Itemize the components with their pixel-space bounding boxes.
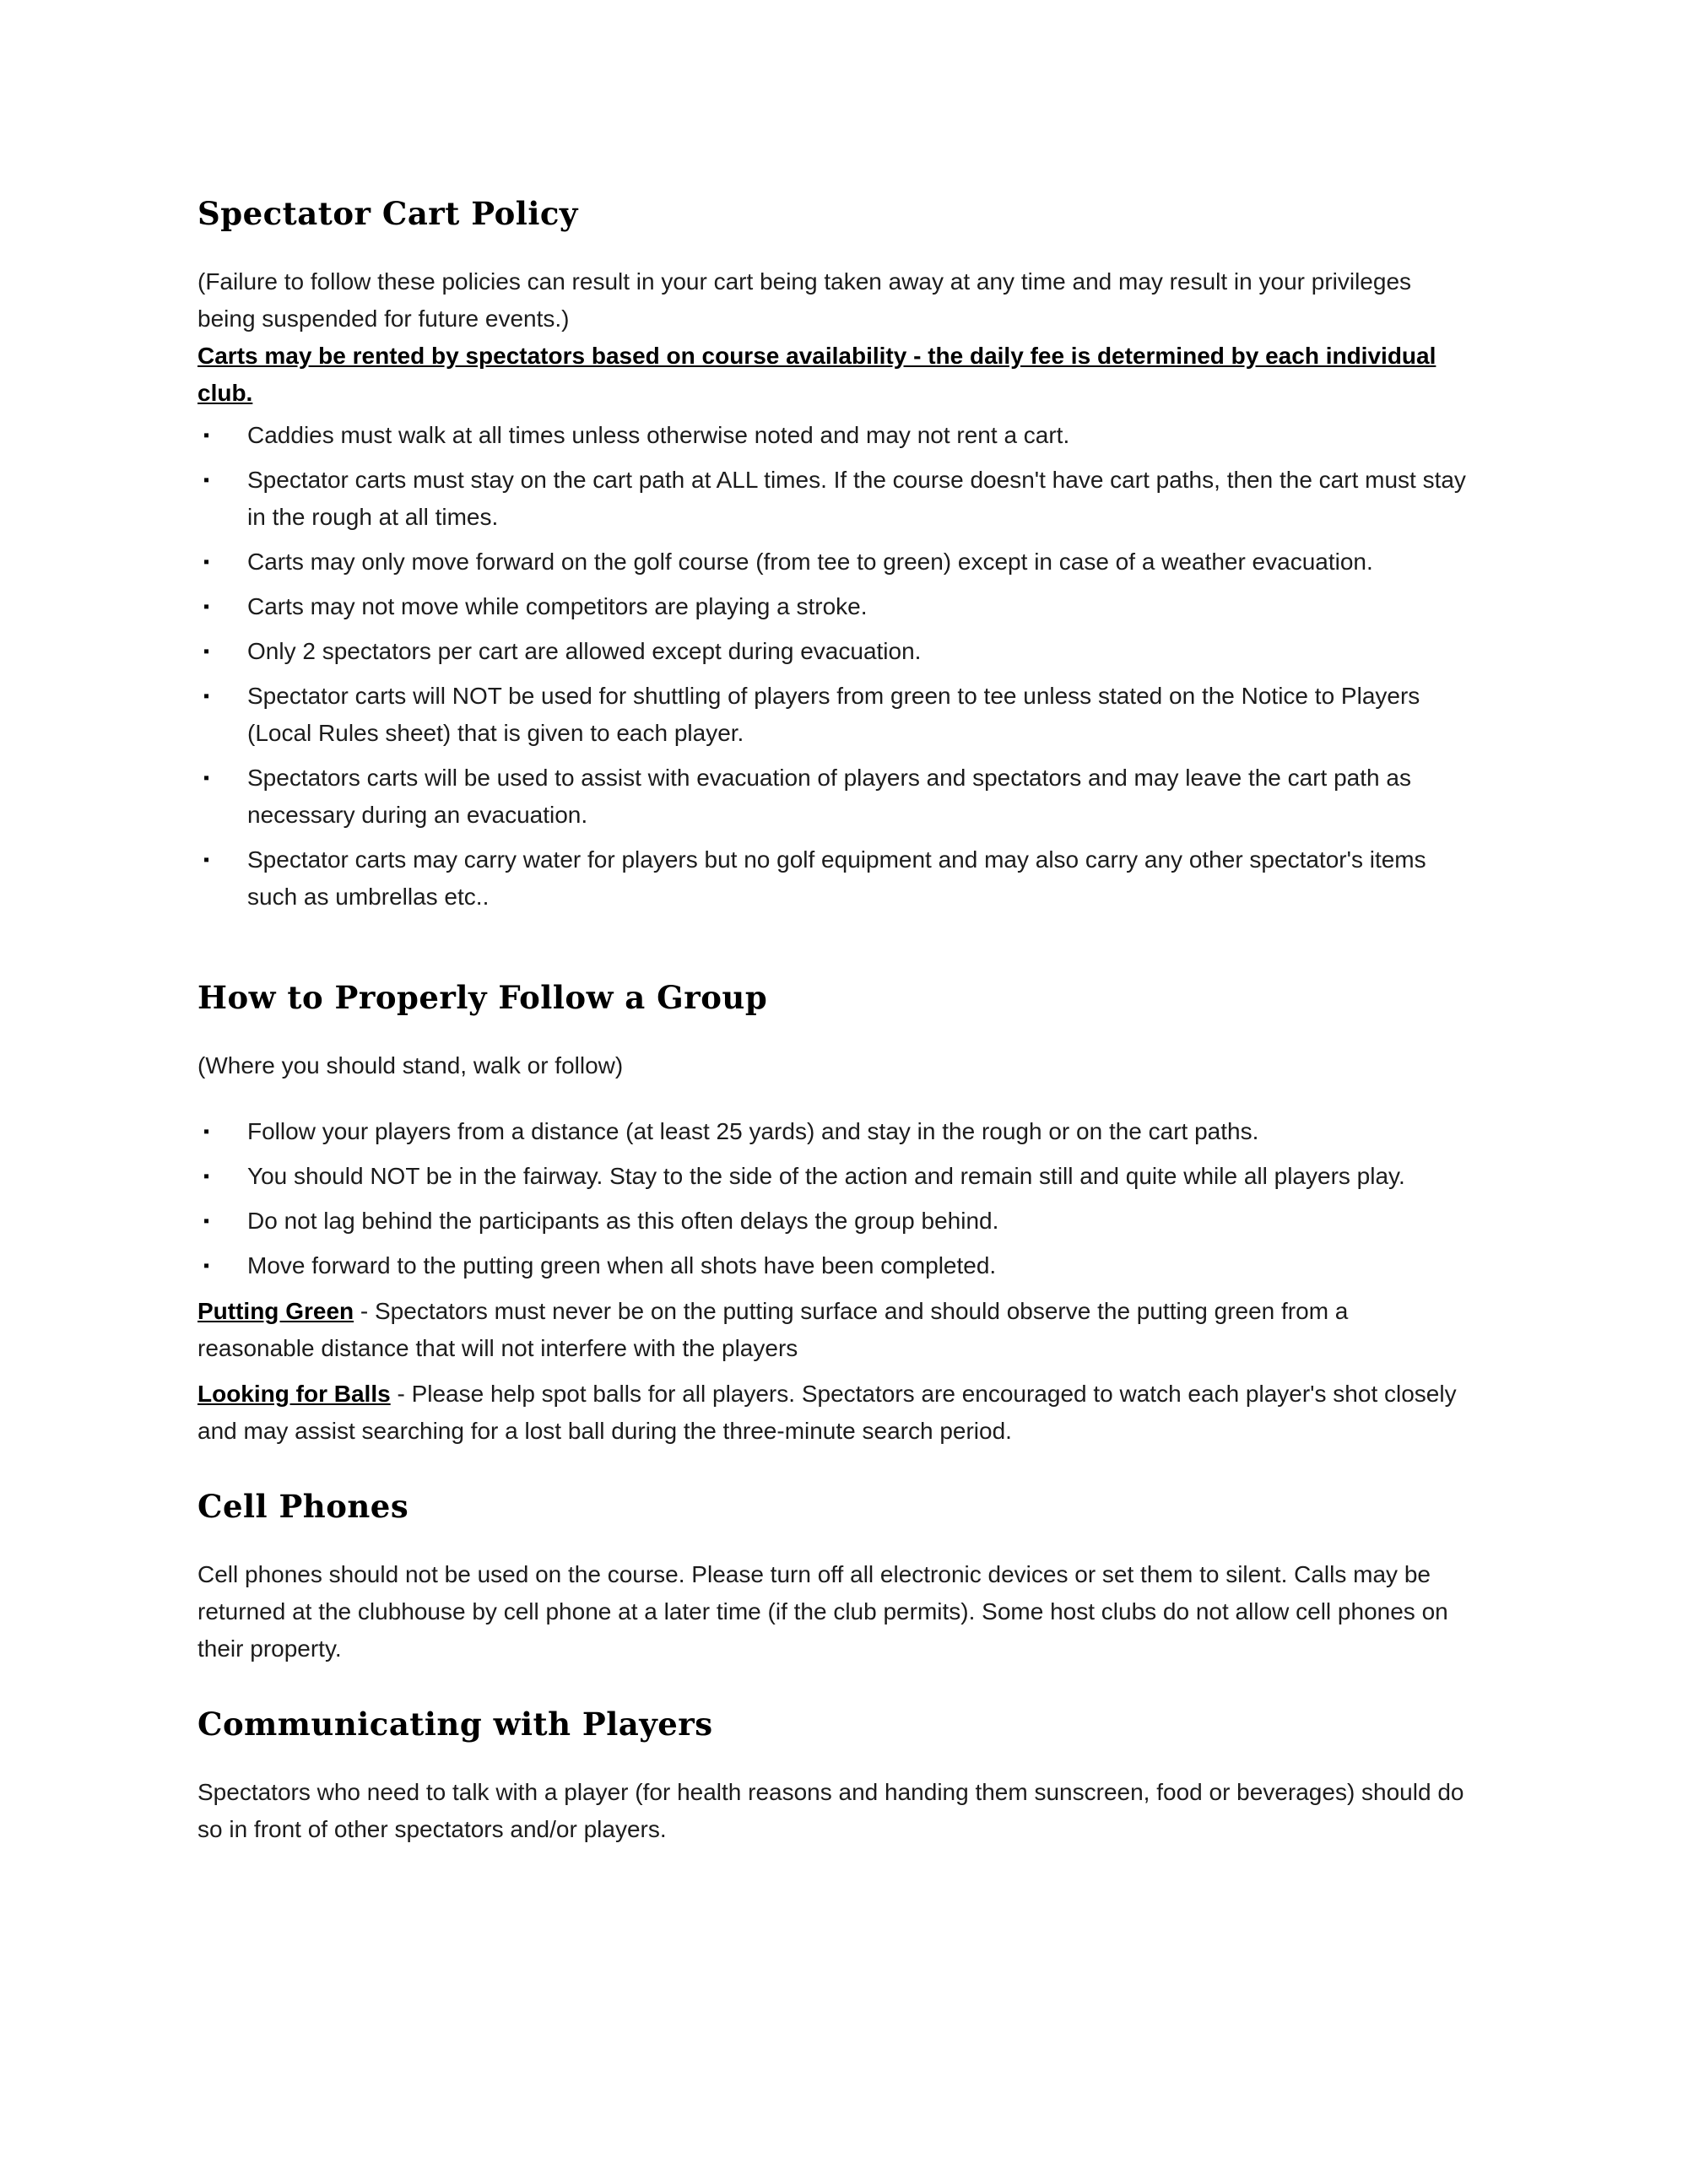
- bullet-icon: ▪: [203, 851, 210, 869]
- bullet-text: Follow your players from a distance (at least 25 yards) and stay in the rough or on the cart paths.: [247, 1118, 1259, 1144]
- bullet-list-cart-policy: [197, 417, 1467, 916]
- follow-group-notes: [197, 1293, 1467, 1450]
- putting-green-note: [197, 1293, 1467, 1367]
- intro-paragraph: (Failure to follow these policies can result in your cart being taken away at any time and may result in your privileges being suspended for future events.): [197, 268, 1412, 332]
- bullet-item: [197, 1158, 1467, 1195]
- bullet-item: [197, 417, 1467, 454]
- bullet-text: Only 2 spectators per cart are allowed except during evacuation.: [247, 638, 922, 664]
- intro-paragraph: (Where you should stand, walk or follow): [197, 1052, 624, 1078]
- bullet-text: Carts may only move forward on the golf course (from tee to green) except in case of a weather evacuation.: [247, 549, 1373, 575]
- bullet-item: [197, 841, 1467, 916]
- bullet-icon: ▪: [203, 553, 210, 571]
- looking-for-balls-note-text: - Please help spot balls for all players. Spectators are encouraged to watch each player's shot closely and may assist searching for a lost ball during the three-minute search period.: [197, 1381, 1457, 1444]
- bullet-item: [197, 588, 1467, 625]
- bullet-item: [197, 633, 1467, 670]
- bullet-text: Carts may not move while competitors are playing a stroke.: [247, 593, 868, 619]
- looking-for-balls-note: [197, 1376, 1467, 1450]
- bullet-icon: ▪: [203, 1212, 210, 1230]
- bullet-icon: ▪: [203, 1257, 210, 1275]
- cell-phones-paragraph: Cell phones should not be used on the course. Please turn off all electronic devices or set them to silent. Calls may be returned at the clubhouse by cell phone at a later time (if the club permits). Some host clubs do not allow cell phones on their property.: [197, 1561, 1448, 1662]
- bullet-icon: ▪: [203, 687, 210, 705]
- bullet-item: [197, 760, 1467, 834]
- bullet-item: [197, 543, 1467, 581]
- bullet-item: [197, 462, 1467, 536]
- bullet-icon: ▪: [203, 471, 210, 489]
- communicating-paragraph: Spectators who need to talk with a player (for health reasons and handing them sunscreen, food or beverages) should do so in front of other spectators and/or players.: [197, 1779, 1464, 1842]
- bullet-icon: ▪: [203, 769, 210, 787]
- bullet-item: [197, 1113, 1467, 1150]
- bullet-list-follow-group: [197, 1113, 1467, 1284]
- bullet-icon: ▪: [203, 426, 210, 445]
- bullet-icon: ▪: [203, 642, 210, 661]
- bullet-item: [197, 1247, 1467, 1284]
- bullet-text: Spectator carts must stay on the cart path at ALL times. If the course doesn't have cart paths, then the cart must stay in the rough at all times.: [247, 467, 1466, 530]
- cart-rental-note: Carts may be rented by spectators based on course availability - the daily fee is determined by each individual club.: [197, 343, 1436, 406]
- bullet-text: Spectator carts may carry water for players but no golf equipment and may also carry any other spectator's items such as umbrellas etc..: [247, 846, 1426, 910]
- bullet-icon: ▪: [203, 1122, 210, 1141]
- section-heading-communicating-with-players: Communicating with Players: [197, 1706, 713, 1743]
- putting-green-note-lead: Putting Green: [197, 1298, 354, 1324]
- bullet-text: Spectator carts will NOT be used for shuttling of players from green to tee unless stated on the Notice to Players (Local Rules sheet) that is given to each player.: [247, 683, 1420, 746]
- bullet-icon: ▪: [203, 597, 210, 616]
- bullet-text: Do not lag behind the participants as this often delays the group behind.: [247, 1208, 999, 1234]
- looking-for-balls-note-lead: Looking for Balls: [197, 1381, 391, 1407]
- putting-green-note-text: - Spectators must never be on the putting surface and should observe the putting green from a reasonable distance that will not interfere with the players: [197, 1298, 1349, 1361]
- section-heading-spectator-cart-policy: Spectator Cart Policy: [197, 195, 578, 232]
- bullet-icon: ▪: [203, 1167, 210, 1186]
- bullet-item: [197, 1203, 1467, 1240]
- section-heading-cell-phones: Cell Phones: [197, 1488, 409, 1525]
- bullet-text: Caddies must walk at all times unless otherwise noted and may not rent a cart.: [247, 422, 1070, 448]
- bullet-text: You should NOT be in the fairway. Stay to the side of the action and remain still and quite while all players play.: [247, 1163, 1405, 1189]
- section-heading-follow-a-group: How to Properly Follow a Group: [197, 979, 768, 1016]
- bullet-item: [197, 678, 1467, 752]
- bullet-text: Move forward to the putting green when all shots have been completed.: [247, 1252, 997, 1279]
- bullet-text: Spectators carts will be used to assist with evacuation of players and spectators and may leave the cart path as necessary during an evacuation.: [247, 765, 1411, 828]
